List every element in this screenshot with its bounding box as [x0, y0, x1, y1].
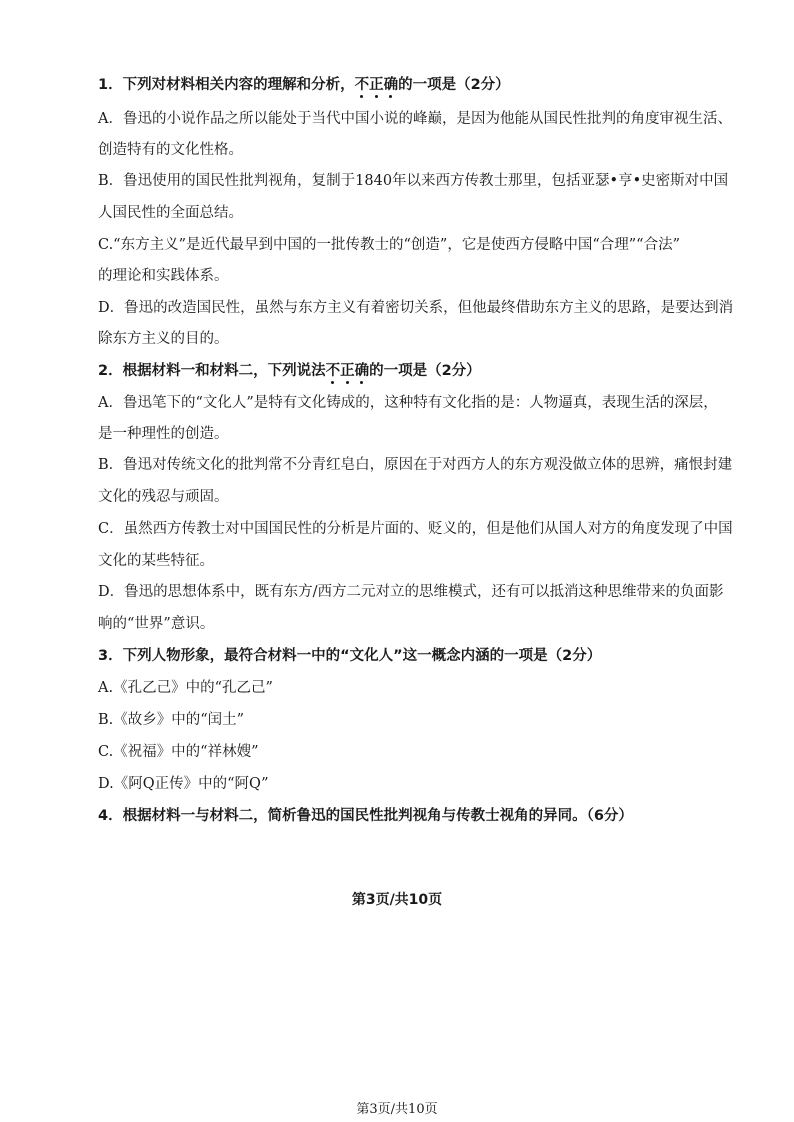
emphasis-char: 正	[340, 363, 355, 379]
question-3-stem: 3．下列人物形象，最符合材料一中的“文化人”这一概念内涵的一项是（2分）	[98, 648, 602, 664]
question-1-stem: 1．下列对材料相关内容的理解和分析，不正确的一项是（2分）	[98, 77, 510, 93]
q2-option-b: B．鲁迅对传统文化的批判常不分青红皂白，原因在于对西方人的东方观没做立体的思辨，痛恨封建	[98, 457, 733, 473]
q1-option-a-cont: 创造特有的文化性格。	[98, 142, 243, 158]
q1-option-d-cont: 除东方主义的目的。	[98, 331, 229, 347]
q3-option-b: B.《故乡》中的“闰土”	[98, 712, 245, 728]
emphasis-char: 正	[369, 77, 384, 93]
q1-option-b-cont: 人国民性的全面总结。	[98, 205, 243, 221]
emphasis-char: 不	[354, 77, 370, 93]
q2-option-d-cont: 响的“世界”意识。	[98, 616, 215, 632]
question-4-stem: 4．根据材料一与材料二，简析鲁迅的国民性批判视角与传教士视角的异同。（6分）	[98, 808, 633, 824]
question-2-stem: 2．根据材料一和材料二，下列说法不正确的一项是（2分）	[98, 363, 481, 379]
q3-option-a: A.《孔乙己》中的“孔乙己”	[98, 680, 273, 696]
q2-option-d: D．鲁迅的思想体系中，既有东方/西方二元对立的思维模式，还有可以抵消这种思维带来的负面影	[98, 584, 724, 600]
q2-option-c: C．虽然西方传教士对中国国民性的分析是片面的、贬义的，但是他们从国人对方的角度发现了中国	[98, 521, 733, 537]
q3-option-c: C.《祝福》中的“祥林嫂”	[98, 744, 259, 760]
q1-option-c: C.“东方主义”是近代最早到中国的一批传教士的“创造”，它是使西方侵略中国“合理”“合法”	[98, 237, 680, 253]
q2-option-a-cont: 是一种理性的创造。	[98, 426, 229, 442]
q2-option-a: A．鲁迅笔下的“文化人”是特有文化铸成的，这种特有文化指的是：人物逼真，表现生活的深层，	[98, 395, 718, 411]
q2-option-c-cont: 文化的某些特征。	[98, 553, 214, 569]
q2-option-b-cont: 文化的残忍与顽固。	[98, 489, 229, 505]
emphasis-char: 确	[383, 77, 399, 93]
emphasis-char: 确	[354, 363, 370, 379]
q3-option-d: D.《阿Q正传》中的“阿Q”	[98, 776, 269, 792]
q1-option-c-cont: 的理论和实践体系。	[98, 268, 229, 284]
q1-option-d: D．鲁迅的改造国民性，虽然与东方主义有着密切关系，但他最终借助东方主义的思路，是要达到消	[98, 300, 734, 316]
page-number-footer: 第3页/共10页	[356, 1102, 438, 1117]
q1-option-b: B．鲁迅使用的国民性批判视角，复制于1840年以来西方传教士那里，包括亚瑟•亨•史密斯对中国	[98, 173, 729, 189]
page-number: 第3页/共10页	[351, 892, 443, 908]
q1-option-a: A．鲁迅的小说作品之所以能处于当代中国小说的峰巅，是因为他能从国民性批判的角度审视生活、	[98, 111, 732, 127]
emphasis-char: 不	[325, 363, 341, 379]
